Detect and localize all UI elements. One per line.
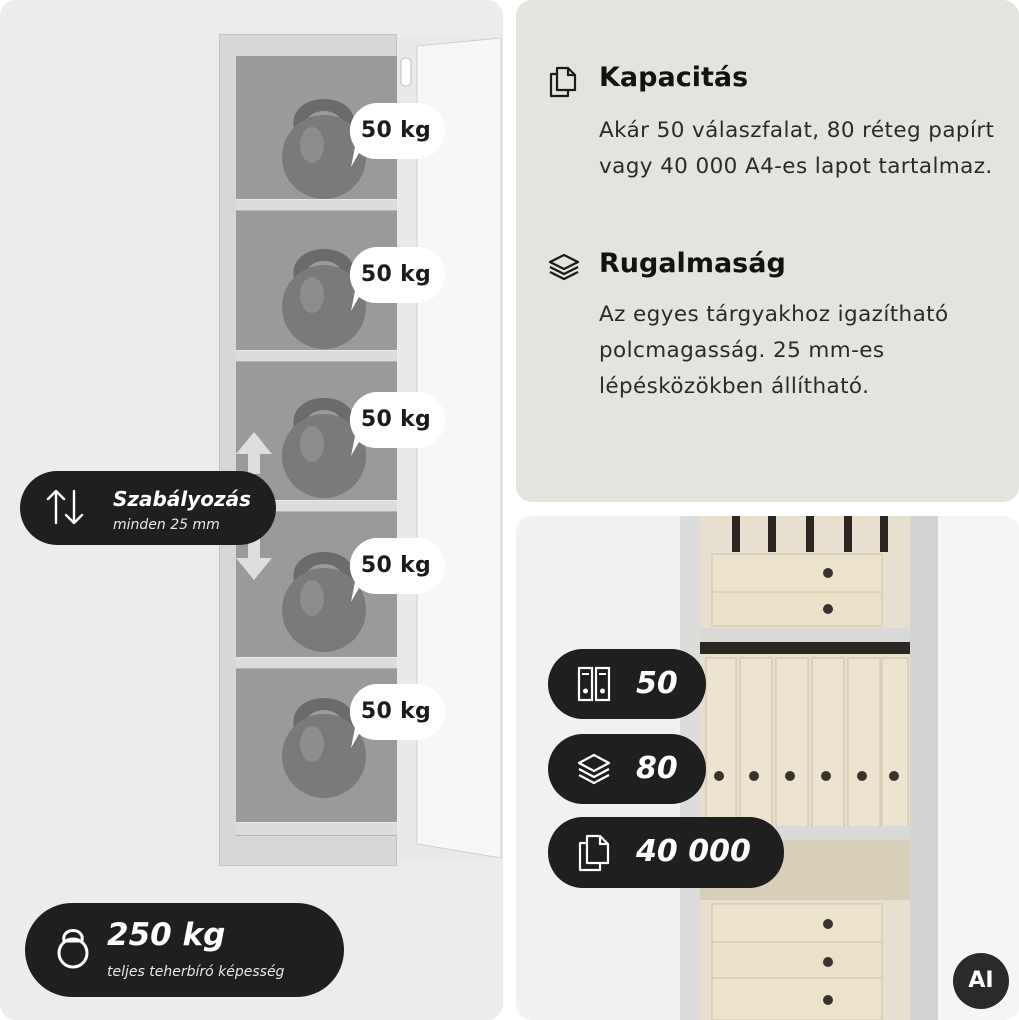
stat-value: 40 000 (636, 834, 751, 869)
feature-title: Rugalmaság (599, 248, 786, 279)
stat-value: 80 (636, 751, 678, 786)
stat-badge-sheets (548, 817, 784, 888)
shelf-load-bubble (347, 103, 445, 159)
documents-icon (548, 66, 578, 98)
cabinet-shelf (236, 822, 397, 836)
shelf-load-label: 50 kg (360, 407, 432, 432)
adjust-badge (20, 471, 276, 545)
shelf-load-bubble (347, 392, 445, 448)
stat-badge-binders (548, 649, 706, 719)
shelf-load-label: 50 kg (360, 553, 432, 578)
cabinet-shelf (236, 657, 397, 669)
ai-badge: AI (953, 953, 1009, 1009)
shelf-load-label: 50 kg (360, 118, 432, 143)
total-load-badge (25, 903, 344, 997)
binders-icon (576, 665, 612, 703)
shelf-load-label: 50 kg (360, 262, 432, 287)
shelf-load-bubble (347, 538, 445, 594)
total-load-title: 250 kg (107, 917, 226, 953)
feature-title: Kapacitás (599, 62, 749, 93)
paper-stack-icon (576, 750, 612, 788)
feature-description: Az egyes tárgyakhoz igazítható polcmagasság. 25 mm-es lépésközökben állítható. (599, 302, 949, 399)
stat-value: 50 (636, 666, 678, 701)
total-load-subtitle: teljes teherbíró képesség (107, 964, 285, 980)
documents-icon (576, 833, 612, 873)
adjust-badge-title: Szabályozás (113, 487, 252, 511)
shelf-load-bubble (347, 684, 445, 740)
kettlebell-icon (55, 925, 91, 969)
paper-stack-icon (548, 252, 580, 282)
shelf-load-label: 50 kg (360, 699, 432, 724)
adjust-badge-subtitle: minden 25 mm (113, 517, 220, 533)
up-down-arrows-icon (44, 487, 88, 527)
feature-description: Akár 50 válaszfalat, 80 réteg papírt vagy 40 000 A4-es lapot tartalmaz. (599, 118, 995, 179)
stat-badge-paper-layers (548, 734, 706, 804)
shelf-load-bubble (347, 247, 445, 303)
